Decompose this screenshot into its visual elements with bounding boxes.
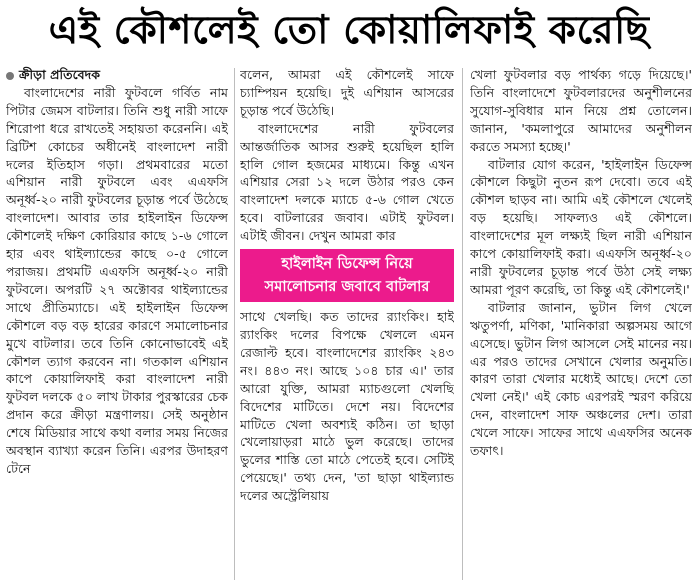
- column-divider: [462, 68, 463, 580]
- column-divider: [234, 68, 235, 580]
- byline-text: ক্রীড়া প্রতিবেদক: [19, 67, 101, 82]
- paragraph: বাংলাদেশের নারী ফুটবলে গর্বিত নাম পিটার জেমস বাটলার। তিনি শুধু নারী সাফে শিরোপা ধরে রাখতেই সহায়তা করেননি। এই ব্রিটিশ কোচের অধীনেই বাংলাদেশ নারী দলের ইতিহাস গড়া। প্রথমবারের মতো এশিয়ান নারী ফুটবলে এবং এএফসি অনূর্ধ্ব-২০ নারী ফুটবলের চূড়ান্ত পর্বে উঠেছে বাংলাদেশ। আবার তার হাইলাইন ডিফেন্স কৌশলেই দক্ষিণ কোরিয়ার কাছে ১-৬ গোলে হার এবং থাইল্যান্ডের কাছে ০-৫ গোলে পরাজয়। প্রথমটি এএফসি অনূর্ধ্ব-২০ নারী ফুটবলে। অপরটি ২৭ অক্টোবর থাইল্যান্ডের সাথে প্রীতিম্যাচে। এই হাইলাইন ডিফেন্স কৌশলে বড় বড় হারের কারণে সমালোচনার মুখে বাটলার। তবে তিনি কোনোভাবেই এই কৌশল ত্যাগ করবেন না। গতকাল এশিয়ান কাপে কোয়ালিফাই করা বাংলাদেশ নারী ফুটবল দলকে ৫০ লাখ টাকার পুরস্কারের চেক প্রদান করে ক্রীড়া মন্ত্রণালয়। সেই অনুষ্ঠান শেষে মিডিয়ার সাথে কথা বলার সময় নিজের অবস্থান ব্যাখ্যা করেন তিনি। এরপর উদাহরণ টেনে: [6, 84, 228, 476]
- paragraph: বাটলার যোগ করেন, 'হাইলাইন ডিফেন্স কৌশলে কিছুটা নুতন রূপ দেবো। তবে এই কৌশল ছাড়ব না। আমি এই কৌশলে খেলেই বড় হয়েছি। সাফল্যও এই কৌশলে। বাংলাদেশের মূল লক্ষ্যই ছিল নারী এশিয়ান কাপে কোয়ালিফাই করা। এএফসি অনূর্ধ্ব-২০ নারী ফুটবলের চূড়ান্ত পর্বে উঠা সেই লক্ষ্য আমরা পূরণ করেছি, তা কিন্তু এই কৌশলেই।': [470, 156, 692, 297]
- pull-quote-line: সমালোচনার জবাবে বাটলার: [264, 278, 430, 296]
- bullet-icon: [6, 72, 14, 80]
- article-column-3: [470, 66, 692, 582]
- paragraph: খেলা ফুটবলার বড় পার্থক্য গড়ে দিয়েছে।' তিনি বাংলাদেশে ফুটবলারদের অনুশীলনের সুযোগ-সুবিধার মান নিয়ে প্রশ্ন তোলেন। জানান, 'কমলাপুরে আমাদের অনুশীলন করতে সমস্যা হচ্ছে।': [470, 67, 692, 154]
- byline: [6, 66, 228, 84]
- paragraph: বাটলার জানান, ভুটান লিগ খেলে ঋতুপর্ণা, মণিকা, 'মানিকারা অল্পসময় আগে এসেছে। ভুটান লিগ আসলে সেই মানের নয়। এর পরও তাদের সেখানে খেলার অনুমতি। কারণ তারা খেলার মধ্যেই আছে। দেশে তো খেলা নেই।' এই কোচ এরপরই স্মরণ করিয়ে দেন, বাংলাদেশ সাফ অঞ্চলের দেশ। তারা খেলে সাফে। সাফের সাথে এএফসির অনেক তফাৎ।: [470, 299, 692, 459]
- pull-quote: [240, 249, 454, 302]
- paragraph: সাথে খেলছি। কত তাদের র‍্যাংকিং। হাই র‍্যাংকিং দলের বিপক্ষে খেললে এমন রেজাল্ট হবে। বাংলাদেশের র‍্যাংকিং ২৪৩ নং। ৪৪৩ নং। আছে ১০৪ চার এ।' তার আরো যুক্তি, আমরা ম্যাচগুলো খেলছি বিদেশের মাটিতে। দেশে নয়। বিদেশের মাটিতে খেলা অবশ্যই কঠিন। তা ছাড়া খেলোয়াড়রা মাঠে ভুল করেছে। তাদের ভুলের শাস্তি তো মাঠে পেতেই হবে। সেটিই পেয়েছে।' তথ্য দেন, 'তা ছাড়া থাইল্যান্ড দলের অস্ট্রেলিয়ায়: [240, 309, 454, 504]
- article-column-2: [240, 66, 454, 582]
- headline: এই কৌশলেই তো কোয়ালিফাই করেছি: [48, 8, 650, 53]
- pull-quote-line: হাইলাইন ডিফেন্স নিয়ে: [281, 255, 413, 273]
- paragraph: বলেন, আমরা এই কৌশলেই সাফে চ্যাম্পিয়ন হয়েছি। দুই এশিয়ান আসরের চূড়ান্ত পর্বে উঠেছি।: [240, 67, 454, 118]
- paragraph: বাংলাদেশের নারী ফুটবলের আন্তর্জাতিক আসর শুরুই হয়েছিল হালি হালি গোল হজমের মাধ্যমে। কিন্তু এখন এশিয়ার সেরা ১২ দলে উঠার পরও কেন বাংলাদেশ দলকে ম্যাচে ৫-৬ গোল খেতে হবে। বাটলারের জবাব। এটাই ফুটবল। এটাই জীবন। দেখুন আমরা কার: [240, 120, 454, 244]
- article-column-1: [6, 66, 228, 582]
